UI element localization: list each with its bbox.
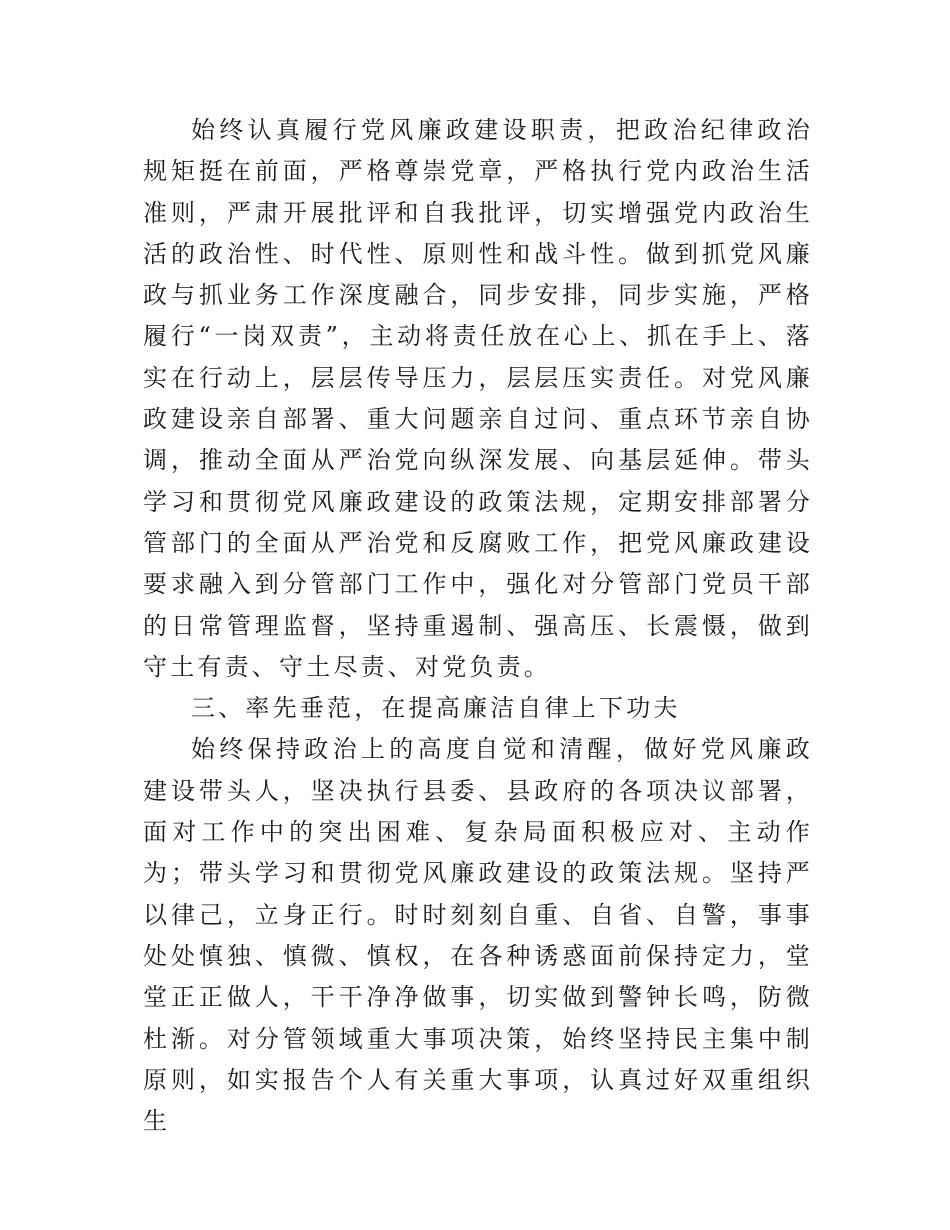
body-paragraph-2: 始终保持政治上的高度自觉和清醒，做好党风廉政建设带头人，坚决执行县委、县政府的各项决议部署，面对工作中的突出困难、复杂局面积极应对、主动作为；带头学习和贯彻党风廉政建设的政策法规。坚持严以律己，立身正行。时时刻刻自重、自省、自警，事事处处慎独、慎微、慎权，在各种诱惑面前保持定力，堂堂正正做人，干干净净做事，切实做到警钟长鸣，防微杜渐。对分管领域重大事项决策，始终坚持民主集中制原则，如实报告个人有关重大事项，认真过好双重组织生 [143, 735, 813, 1136]
body-paragraph-1: 始终认真履行党风廉政建设职责，把政治纪律政治规矩挺在前面，严格尊崇党章，严格执行党内政治生活准则，严肃开展批评和自我批评，切实增强党内政治生活的政治性、时代性、原则性和战斗性。做到抓党风廉政与抓业务工作深度融合，同步安排，同步实施，严格履行“一岗双责”，主动将责任放在心上、抓在手上、落实在行动上，层层传导压力，层层压实责任。对党风廉政建设亲自部署、重大问题亲自过问、重点环节亲自协调，推动全面从严治党向纵深发展、向基层延伸。带头学习和贯彻党风廉政建设的政策法规，定期安排部署分管部门的全面从严治党和反腐败工作，把党风廉政建设要求融入到分管部门工作中，强化对分管部门党员干部的日常管理监督，坚持重遏制、强高压、长震慑，做到守土有责、守土尽责、对党负责。 [143, 116, 813, 681]
section-heading: 三、率先垂范，在提高廉洁自律上下功夫 [191, 694, 681, 723]
document-page [143, 110, 813, 1142]
